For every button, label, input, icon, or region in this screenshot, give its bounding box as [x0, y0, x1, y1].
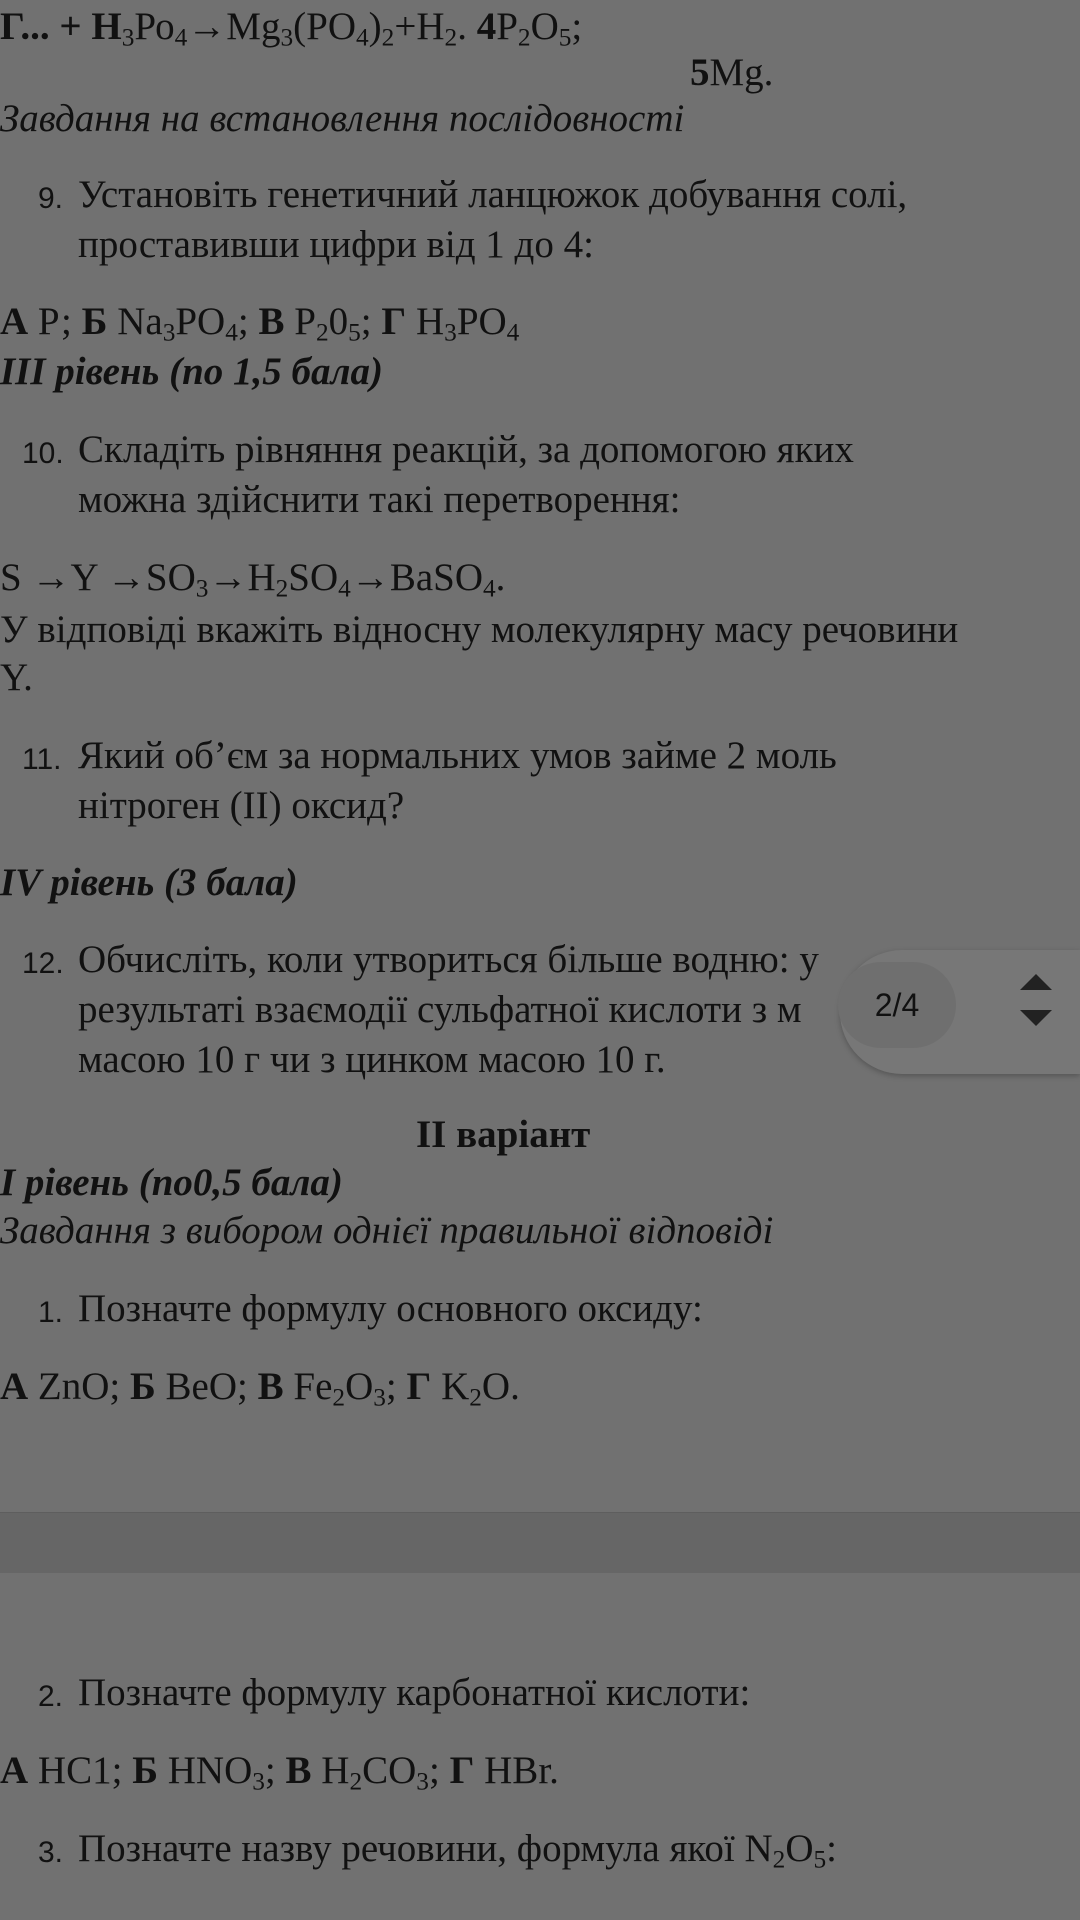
text: O: [530, 5, 559, 48]
answer-options: [0, 297, 519, 347]
subscript: 2: [349, 1767, 363, 1796]
mg-option: [690, 48, 773, 98]
option-text: PO: [175, 300, 226, 343]
chain-text: .: [495, 556, 506, 599]
option-text: ;: [385, 1365, 407, 1408]
subscript: 4: [506, 318, 520, 347]
option-text: ;: [360, 300, 382, 343]
option-text: ;: [264, 1749, 286, 1792]
text: P: [496, 5, 518, 48]
option-text: H: [406, 300, 445, 343]
chain-text: →BaSO: [350, 556, 483, 599]
subscript: 5: [813, 1845, 827, 1874]
question-text: Який об’єм за нормальних умов займе 2 моль: [78, 734, 837, 777]
option-text: CO: [362, 1749, 417, 1792]
question-number: 10.: [22, 437, 64, 470]
text: Ро: [134, 5, 175, 48]
subscript: 3: [373, 1383, 386, 1412]
option-text: Fe: [283, 1365, 333, 1408]
question-number: 3.: [38, 1836, 64, 1869]
question-text: Обчисліть, коли утвориться більше водню: у: [78, 938, 819, 981]
level-heading-1: I рівень (по0,5 бала): [0, 1161, 343, 1204]
option-text: P: [284, 300, 316, 343]
option-text: K: [431, 1365, 470, 1408]
option-text: H: [311, 1749, 350, 1792]
option-letter: В: [258, 300, 285, 343]
page-indicator[interactable]: 2/4: [838, 962, 956, 1048]
subscript: 4: [225, 318, 238, 347]
subscript: 2: [381, 23, 395, 52]
subscript: 2: [517, 23, 531, 52]
subscript: 3: [162, 318, 176, 347]
option-letter: Б: [81, 300, 108, 343]
subscript: 4: [174, 23, 188, 52]
subscript: 5: [348, 318, 361, 347]
option-text: Р;: [28, 300, 82, 343]
subscript: 2: [315, 318, 329, 347]
option-letter: А: [0, 1749, 29, 1792]
subscript: 3: [444, 318, 457, 347]
option-letter: А: [0, 1365, 29, 1408]
question-text: проставивши цифри від 1 до 4:: [78, 223, 594, 266]
option-text: O: [345, 1365, 374, 1408]
option-text: HBr.: [474, 1749, 559, 1792]
level-heading-3: III рівень (по 1,5 бала): [0, 350, 383, 393]
question-text-part: :: [826, 1827, 837, 1870]
subscript: 3: [121, 23, 135, 52]
option-letter: Г: [381, 300, 407, 343]
option-text: PO: [456, 300, 507, 343]
subscript: 2: [275, 574, 289, 603]
option-text: ;: [428, 1749, 450, 1792]
page-separator: [0, 1512, 1080, 1574]
subscript: 3: [416, 1767, 429, 1796]
question-number: 12.: [22, 947, 64, 980]
question-text: нітроген (II) оксид?: [78, 784, 405, 827]
level-heading-4: IV рівень (3 бала): [0, 861, 298, 904]
subscript: 3: [280, 23, 294, 52]
chevron-down-icon[interactable]: [1020, 1010, 1052, 1026]
option-text: O.: [481, 1365, 520, 1408]
question-text: масою 10 г чи з цинком масою 10 г.: [78, 1038, 666, 1081]
subscript: 4: [483, 574, 496, 603]
option-text: Na: [107, 300, 163, 343]
subscript: 3: [252, 1767, 265, 1796]
question-number: 1.: [38, 1296, 64, 1329]
question-text: [78, 1824, 837, 1874]
answer-instruction: Y.: [0, 656, 33, 699]
text: ;: [571, 5, 583, 48]
text: Г... + Н: [0, 5, 122, 48]
chevron-up-icon[interactable]: [1020, 974, 1052, 990]
option-letter: А: [0, 300, 29, 343]
subscript: 2: [444, 23, 458, 52]
question-text: результаті взаємодії сульфатної кислоти з м: [78, 988, 802, 1031]
question-text: Складіть рівняння реакцій, за допомогою яких: [78, 428, 854, 471]
question-text: можна здійснити такі перетворення:: [78, 478, 681, 521]
answer-instruction: У відповіді вкажіть відносну молекулярну масу речовини: [0, 608, 959, 651]
subscript: 4: [356, 23, 369, 52]
option-text: ;: [237, 300, 259, 343]
question-text-part: Позначте назву речовини, формула якої N: [78, 1827, 773, 1870]
option-letter: Б: [132, 1749, 158, 1792]
text: →Mg: [187, 5, 281, 48]
subscript: 2: [332, 1383, 346, 1412]
question-text-part: O: [785, 1827, 814, 1870]
document-page-2: [0, 1573, 1080, 1920]
subscript: 2: [469, 1383, 482, 1412]
option-text: BeO;: [155, 1365, 258, 1408]
option-letter: В: [257, 1365, 284, 1408]
text: ): [368, 5, 382, 48]
section-heading-sequence: Завдання на встановлення послідовності: [0, 97, 685, 140]
equation-line: [0, 2, 582, 52]
chain-text: SO: [288, 556, 339, 599]
option-letter: Б: [130, 1365, 156, 1408]
answer-options: [0, 1362, 520, 1412]
subscript: 3: [195, 574, 209, 603]
chain-text: →H: [208, 556, 276, 599]
subscript: 2: [772, 1845, 786, 1874]
option-letter: В: [285, 1749, 312, 1792]
option-number: 5: [690, 51, 710, 94]
section-heading-choice: Завдання з вибором однієї правильної відповіді: [0, 1209, 774, 1252]
option-text: Mg.: [709, 51, 774, 94]
option-letter: Г: [406, 1365, 432, 1408]
variant-heading: II варіант: [416, 1113, 591, 1156]
transformation-chain: [0, 553, 505, 603]
text: 4: [476, 5, 497, 48]
question-text: Установіть генетичний ланцюжок добування солі,: [78, 173, 908, 216]
subscript: 4: [338, 574, 351, 603]
text: +H: [394, 5, 445, 48]
chain-text: S →Y →SO: [0, 556, 196, 599]
question-number: 11.: [22, 743, 62, 776]
question-number: 2.: [38, 1680, 64, 1713]
option-text: HNO: [157, 1749, 253, 1792]
question-text: Позначте формулу карбонатної кислоти:: [78, 1671, 751, 1714]
option-text: HC1;: [28, 1749, 133, 1792]
option-text: 0: [328, 300, 349, 343]
answer-options: [0, 1746, 559, 1796]
question-text: Позначте формулу основного оксиду:: [78, 1287, 703, 1330]
subscript: 5: [558, 23, 572, 52]
text: .: [457, 5, 477, 48]
question-number: 9.: [38, 182, 64, 215]
option-text: ZnO;: [28, 1365, 130, 1408]
text: (PO: [293, 5, 356, 48]
option-letter: Г: [449, 1749, 475, 1792]
